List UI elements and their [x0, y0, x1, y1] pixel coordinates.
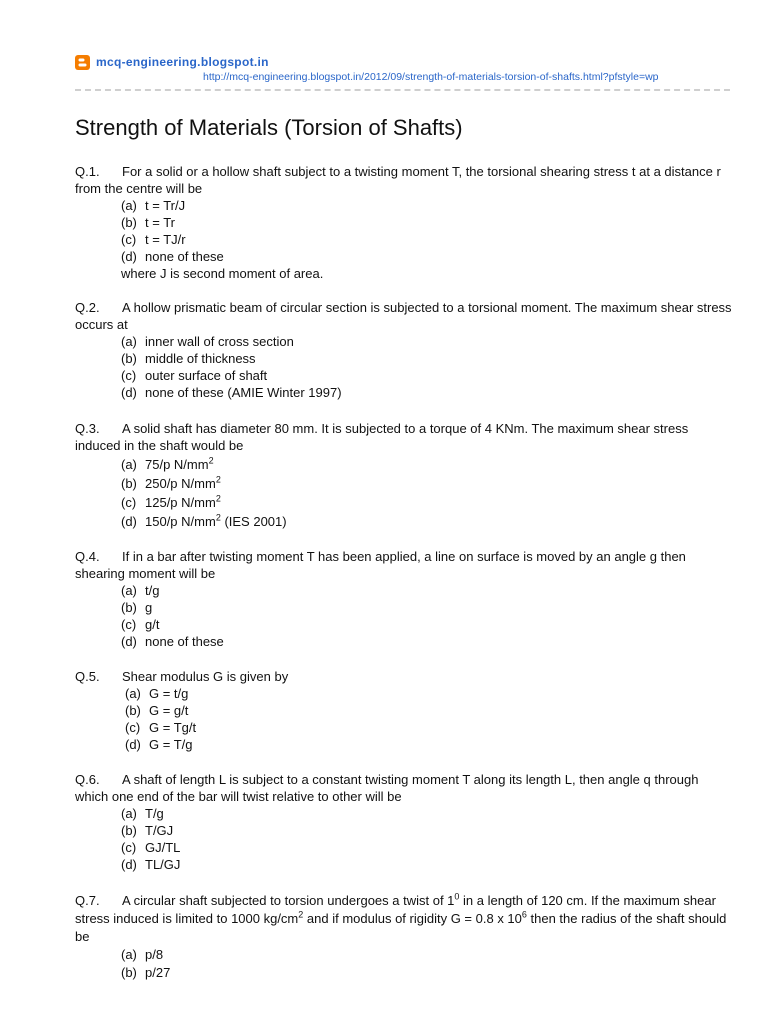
option: (c) 125/p $N/mm^2$ — [121, 493, 221, 510]
option: (a) t = Tr/J — [121, 198, 186, 213]
site-name-link[interactable]: mcq-engineering.blogspot.in — [96, 55, 269, 69]
option: (c) outer surface of shaft — [121, 368, 268, 383]
question-text: Q.6. A shaft of length L is subject to a constant twisting moment T along its length L, then angle q through which one end of the bar will twist relative to other will be — [75, 772, 699, 804]
option: (c) G = Tg/t — [125, 720, 197, 735]
blogger-logo-icon — [75, 55, 90, 70]
source-url-link[interactable]: http://mcq-engineering.blogspot.in/2012/09/strength-of-materials-torsion-of-shafts.html?pfstyle=wp — [203, 71, 659, 83]
question-text: Q.1. For a solid or a hollow shaft subject to a twisting moment T, the torsional shearing stress t at a distance r from the centre will be — [75, 164, 721, 196]
question-3 — [75, 420, 735, 530]
question-2 — [75, 299, 735, 401]
option: (b) T/GJ — [121, 823, 174, 838]
question-text: Q.7. A circular shaft subjected to torsion undergoes a twist of $1^0$ in a length of 120 cm. If the maximum shear stress induced is limited to 1000 $kg/cm^2$ and if modulus of rigidity G = 0.8 x $10^6$ then the radius of the shaft should be — [75, 891, 727, 944]
option: (d) none of these — [121, 249, 224, 264]
option: (a) inner wall of cross section — [121, 334, 294, 349]
page-header — [75, 52, 735, 92]
option: (a) t/g — [121, 583, 160, 598]
option: (d) none of these — [121, 634, 224, 649]
header-divider — [75, 89, 730, 91]
question-text: Q.4. If in a bar after twisting moment T has been applied, a line on surface is moved by an angle g then shearing moment will be — [75, 549, 686, 581]
option: (b) g — [121, 600, 153, 615]
question-4 — [75, 548, 735, 650]
option: (b) t = Tr — [121, 215, 175, 230]
option: (a) 75/p $N/mm^2$ — [121, 455, 214, 472]
question-5 — [75, 668, 735, 753]
question-note: where J is second moment of area. — [121, 266, 324, 281]
option: (b) 250/p $N/mm^2$ — [121, 474, 221, 491]
option: (d) 150/p $N/mm^2$ (IES 2001) — [121, 512, 287, 529]
option: (d) none of these (AMIE Winter 1997) — [121, 385, 342, 400]
option: (c) GJ/TL — [121, 840, 181, 855]
question-text: Q.5. Shear modulus G is given by — [75, 669, 289, 684]
option: (b) middle of thickness — [121, 351, 256, 366]
question-7 — [75, 892, 735, 982]
option: (d) G = T/g — [125, 737, 193, 752]
option: (c) g/t — [121, 617, 160, 632]
question-text: Q.2. A hollow prismatic beam of circular section is subjected to a torsional moment. The maximum shear stress occurs at — [75, 300, 732, 332]
question-1 — [75, 163, 735, 282]
option: (c) t = TJ/r — [121, 232, 186, 247]
option: (d) TL/GJ — [121, 857, 181, 872]
option: (b) G = g/t — [125, 703, 189, 718]
option: (a) G = t/g — [125, 686, 189, 701]
option: (b) p/27 — [121, 965, 171, 980]
page-title: Strength of Materials (Torsion of Shafts) — [75, 115, 463, 140]
option: (a) p/8 — [121, 947, 164, 962]
question-6 — [75, 771, 735, 873]
option: (a) T/g — [121, 806, 164, 821]
question-text: Q.3. A solid shaft has diameter 80 mm. It is subjected to a torque of 4 KNm. The maximum shear stress induced in the shaft would be — [75, 421, 689, 453]
